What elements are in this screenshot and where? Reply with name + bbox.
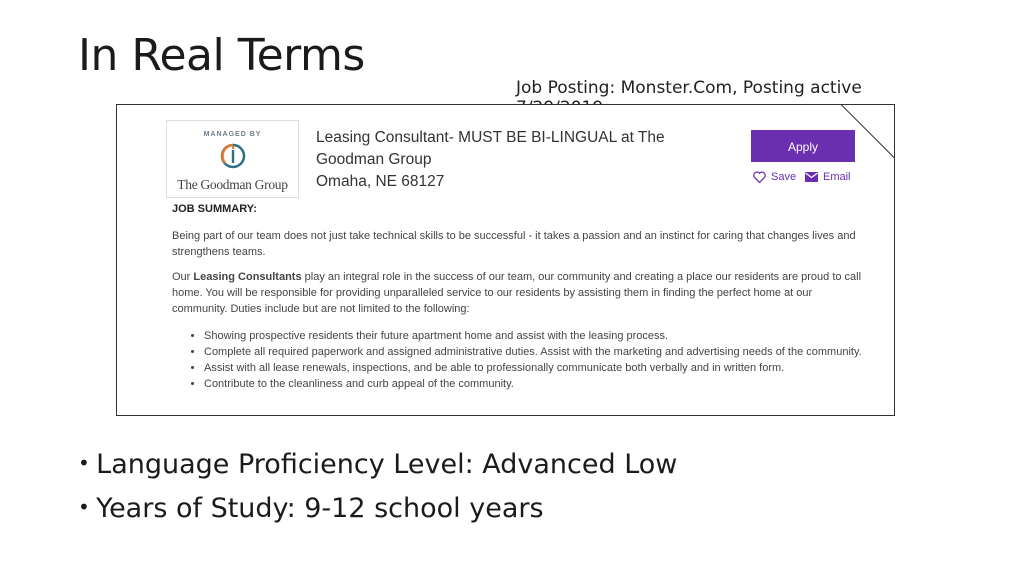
goodman-logo-icon bbox=[219, 142, 247, 170]
job-title-company: Goodman Group bbox=[316, 151, 432, 168]
slide-title: In Real Terms bbox=[78, 30, 365, 81]
job-title[interactable]: Leasing Consultant- MUST BE BI-LINGUAL at The bbox=[316, 129, 665, 146]
company-logo bbox=[166, 120, 299, 198]
slide-bullets bbox=[78, 442, 677, 530]
duties-list bbox=[187, 328, 884, 392]
role-text: play an integral role in the success of our team, our community and creating a place our residents are proud to call home. You will be responsible for providing unparalleled service to our residents by assisting them in finding the perfect home at our community. Duties include but are not limited to the following: bbox=[172, 271, 862, 315]
job-title-block bbox=[316, 127, 696, 193]
heart-icon bbox=[753, 171, 766, 183]
logo-company-name: The Goodman Group bbox=[177, 177, 288, 192]
save-label: Save bbox=[771, 171, 797, 183]
duty-item: • Contribute to the cleanliness and curb appeal of the community. bbox=[204, 376, 884, 392]
role-paragraph bbox=[172, 269, 862, 317]
envelope-icon bbox=[805, 172, 818, 182]
duty-item: • Showing prospective residents their future apartment home and assist with the leasing process. bbox=[204, 328, 884, 344]
job-posting-screenshot bbox=[116, 104, 895, 416]
bullet-proficiency: • Language Proficiency Level: Advanced Low bbox=[78, 442, 677, 486]
role-prefix: Our bbox=[172, 271, 194, 283]
posting-caption: Job Posting: Monster.Com, Posting active bbox=[516, 78, 862, 98]
email-button[interactable] bbox=[805, 171, 851, 183]
bullet-years-of-study: • Years of Study: 9-12 school years bbox=[78, 486, 677, 530]
email-label: Email bbox=[823, 171, 851, 183]
save-button[interactable] bbox=[753, 171, 796, 183]
duty-item: • Assist with all lease renewals, inspections, and be able to professionally communicate both verbally and in written form. bbox=[204, 360, 884, 376]
logo-managed-by: MANAGED BY bbox=[203, 131, 262, 138]
apply-button[interactable]: Apply bbox=[751, 130, 855, 162]
job-location: Omaha, NE 68127 bbox=[316, 173, 445, 190]
duty-item: • Complete all required paperwork and assigned administrative duties. Assist with the marketing and advertising needs of the community. bbox=[204, 344, 884, 360]
role-highlight: Leasing Consultants bbox=[193, 271, 302, 283]
job-summary-heading: JOB SUMMARY: bbox=[172, 203, 257, 215]
summary-paragraph: Being part of our team does not just take technical skills to be successful - it takes a passion and an instinct for caring that changes lives and strengthens teams. bbox=[172, 230, 856, 258]
